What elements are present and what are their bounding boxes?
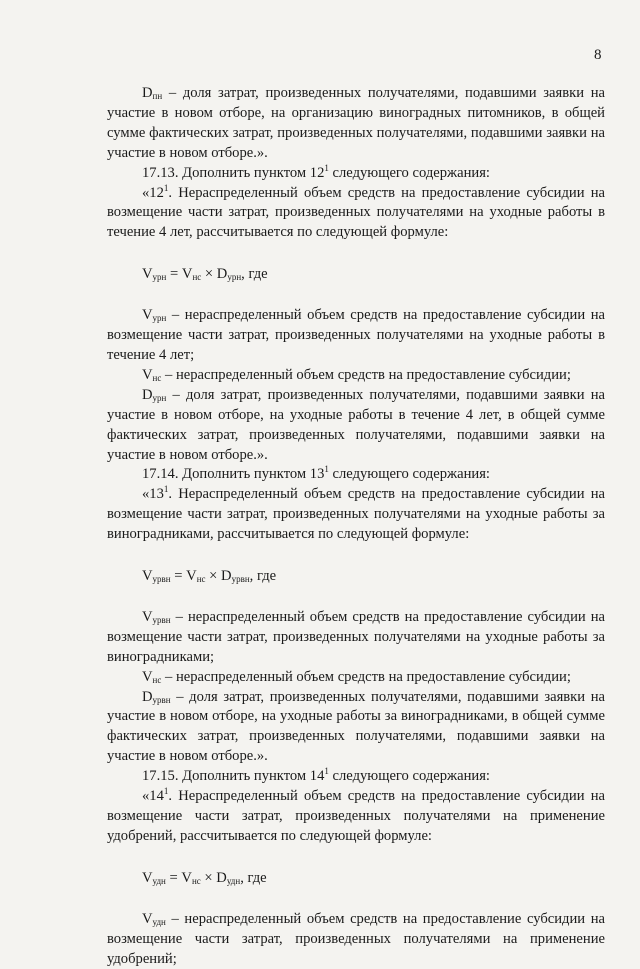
definition-text: – нераспределенный объем средств на предоставление субсидии на возмещение части затрат, произведенных получателями на уходные работы за виноградниками; <box>107 608 605 665</box>
symbol: V <box>142 366 153 383</box>
subscript: урн <box>152 272 167 283</box>
subscript: урн <box>152 313 167 324</box>
subscript: нс <box>192 272 202 283</box>
superscript: 1 <box>324 464 329 475</box>
definition-d-pn <box>107 84 605 164</box>
superscript: 1 <box>163 182 169 193</box>
definition-text: – доля затрат, произведенных получателями, подавшими заявки на участие в новом отборе, на уходные работы за виноградниками, в общей сумме фактических затрат, произведенных получателями, подавшими заявки на участие в новом отборе.». <box>107 688 605 765</box>
subscript: нс <box>191 875 201 886</box>
formula-eq: = V <box>166 266 193 283</box>
subscript: удн <box>152 875 166 886</box>
symbol: D <box>142 688 153 705</box>
clause-open: «12 <box>142 184 164 201</box>
symbol: V <box>142 307 153 324</box>
formula-lhs: V <box>142 266 153 283</box>
subscript: удн <box>152 916 166 927</box>
clause-13-1 <box>107 485 605 545</box>
formula-lhs: V <box>142 869 153 886</box>
formula-eq: = V <box>165 869 192 886</box>
definition-v-ns-2 <box>107 668 605 688</box>
section-heading: 17.13. Дополнить пунктом 12 <box>142 164 325 181</box>
definition-d-urvn <box>107 688 605 768</box>
section-17-13 <box>107 164 605 184</box>
definition-text: – доля затрат, произведенных получателями, подавшими заявки на участие в новом отборе, на организацию виноградных питомников, в общей сумме фактических затрат, произведенных получателями, подавшими заявки на участие в новом отборе.». <box>107 85 605 161</box>
section-heading: 17.14. Дополнить пунктом 13 <box>142 466 325 483</box>
subscript: нс <box>196 574 206 585</box>
clause-open: «14 <box>142 788 164 805</box>
section-17-15 <box>107 767 605 787</box>
superscript: 1 <box>324 162 329 173</box>
subscript: урн <box>227 272 242 283</box>
section-heading-tail: следующего содержания: <box>328 768 490 785</box>
symbol: D <box>142 386 153 403</box>
subscript: урвн <box>152 694 171 705</box>
section-heading-tail: следующего содержания: <box>328 164 490 181</box>
clause-14-1 <box>107 787 605 847</box>
definition-v-ns <box>107 366 605 386</box>
clause-text: . Нераспределенный объем средств на предоставление субсидии на возмещение части затрат, произведенных получателями на уходные работы в течение 4 лет, рассчитывается по следующей формуле: <box>107 184 605 241</box>
section-17-14 <box>107 465 605 485</box>
formula-eq: = V <box>170 568 197 585</box>
definition-d-urn <box>107 386 605 466</box>
formula-times: × D <box>200 869 227 886</box>
page-number: 8 <box>594 47 602 63</box>
definition-v-udn <box>107 910 605 969</box>
subscript: удн <box>226 875 241 886</box>
subscript: урвн <box>152 614 171 625</box>
section-heading-tail: следующего содержания: <box>328 466 490 483</box>
clause-12-1 <box>107 184 605 244</box>
definition-text: – нераспределенный объем средств на предоставление субсидии; <box>161 668 571 685</box>
symbol: V <box>142 608 153 625</box>
subscript: нс <box>152 674 162 685</box>
subscript: пн <box>152 91 163 101</box>
definition-v-urn <box>107 306 605 366</box>
section-heading: 17.15. Дополнить пунктом 14 <box>142 768 325 785</box>
symbol: D <box>142 85 153 101</box>
symbol: V <box>142 910 153 927</box>
formula-lhs: V <box>142 568 153 585</box>
clause-text: . Нераспределенный объем средств на предоставление субсидии на возмещение части затрат, произведенных получателями на уходные работы за виноградниками, рассчитывается по следующей формуле: <box>107 486 605 543</box>
formula-tail: , где <box>249 568 277 585</box>
subscript: урвн <box>231 574 250 585</box>
formula-tail: , где <box>240 869 267 886</box>
definition-text: – нераспределенный объем средств на предоставление субсидии; <box>161 366 571 383</box>
formula-times: × D <box>201 266 228 283</box>
subscript: урвн <box>152 574 171 585</box>
formula-urn <box>142 265 605 285</box>
superscript: 1 <box>163 484 169 495</box>
subscript: нс <box>152 372 162 383</box>
document-body <box>107 84 605 969</box>
superscript: 1 <box>324 766 329 777</box>
definition-text: – нераспределенный объем средств на предоставление субсидии на возмещение части затрат, произведенных получателями на уходные работы в течение 4 лет; <box>107 307 605 363</box>
subscript: урн <box>152 392 167 403</box>
clause-text: . Нераспределенный объем средств на предоставление субсидии на возмещение части затрат, произведенных получателями на применение удобрений, рассчитывается по следующей формуле: <box>107 788 605 844</box>
formula-udn <box>142 869 605 889</box>
superscript: 1 <box>163 786 169 797</box>
definition-text: – доля затрат, произведенных получателями, подавшими заявки на участие в новом отборе, на уходные работы в течение 4 лет, в общей сумме фактических затрат, произведенных получателями, подавшими заявки на участие в новом отборе.». <box>107 386 605 463</box>
definition-text: – нераспределенный объем средств на предоставление субсидии на возмещение части затрат, произведенных получателями на применение удобрений; <box>107 910 605 967</box>
formula-times: × D <box>205 568 232 585</box>
clause-open: «13 <box>142 486 164 503</box>
symbol: V <box>142 668 153 685</box>
formula-tail: , где <box>241 266 268 283</box>
formula-urvn <box>142 567 605 587</box>
definition-v-urvn <box>107 608 605 668</box>
